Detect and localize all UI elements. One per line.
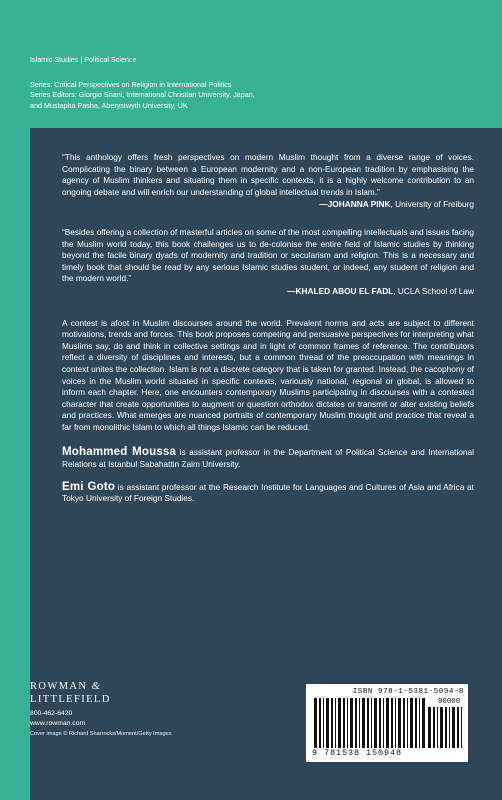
isbn-label: ISBN 978-1-5381-5094-8 [352,688,464,696]
series-editors-line: Series Editors: Giorgio Shani, International Christian University, Japan, [30,90,255,99]
isbn-barcode [306,684,468,762]
endorsement-2 [62,227,474,298]
endorser-name: —JOHANNA PINK [319,199,391,210]
publisher-website: www.rowman.com [30,720,86,727]
book-description [62,318,474,434]
barcode-addon-icon [428,707,464,748]
publisher-info [30,680,230,739]
barcode-digits: 9 781538 150948 [312,748,403,758]
author-name: Mohammed Moussa [62,446,177,459]
endorser-affiliation: , UCLA School of Law [393,285,474,296]
publisher-contact [30,709,230,729]
series-title: Series: Critical Perspectives on Religion in International Politics [30,79,232,89]
endorsement-attribution [62,286,474,298]
endorsement-1 [62,152,474,211]
endorsement-attribution [62,199,474,211]
publisher-logo: ROWMAN & LITTLEFIELD [30,680,111,705]
endorsement-text: “This anthology offers fresh perspectives on modern Muslim thought from a diverse range of voices. Complicating the binary between a European modernity and a non-European tradition by emphasising the agency of Muslim thinkers and situating them in specific contexts, it is a highly welcome contribution to an ongoing debate and will enrich our understanding of global intellectual trends in Islam.” [62,152,474,197]
barcode-main-icon [314,698,426,748]
publisher-phone: 800-462-6420 [30,710,73,717]
endorser-name: —KHALED ABOU EL FADL [287,285,394,296]
author-name: Emi Goto [62,480,116,493]
series-editors-line-2: and Mustapha Pasha, Aberystwyth University, UK [30,100,188,110]
author-bio-text: is assistant professor in the Department of Political Science and International Relations at Istanbul Sabahattin Zaim University. [62,447,474,470]
author-bio-2 [62,482,474,505]
description-text: A contest is afoot in Muslim discourses around the world. Prevalent norms and acts are subject to different motivations, trends and forces. This book proposes competing and persuasive perspectives for interpreting what Muslims say, do and think in collective settings and in light of common frames of reference. The contributors reflect a diversity of disciplines and interests, but a common thread of the preoccupation with meanings in context unites the collection. Islam is not a discrete category that is taken for granted. Instead, the cacophony of voices in the Muslim world situated in specific contexts, variously national, regional or global, is allowed to inform each chapter. Here, one encounters contemporary Muslims participating in discourses with a contested character that create opportunities to augment or question orthodox dictates or transmit or alter existing beliefs and practices. What emerges are nuanced portraits of contemporary Muslim thought and practice that reveal a far from monolithic Islam to which all things Islamic can be reduced. [62,317,474,432]
author-bio-1 [62,447,474,470]
author-bio-text: is assistant professor at the Research Institute for Languages and Cultures of Asia and Africa at Tokyo University of Foreign Studies. [62,481,474,504]
endorser-affiliation: , University of Freiburg [390,199,474,210]
price-code-label: 90000 [438,698,461,706]
series-info [30,55,470,111]
endorsement-text: “Besides offering a collection of masterful articles on some of the most compelling intellectuals and issues facing the Muslim world today, this book challenges us to de-colonise the entire field of Islamic studies by thinking beyond the facile binary dyads of modernity and tradition or secularism and religion. This is a necessary and timely book that should be read by any serious Islamic studies student, or indeed, any student of religion and the modern world.” [62,226,474,284]
subject-category: Islamic Studies | Political Science [30,55,137,64]
cover-image-credit: Cover image © Richard Sharrocks/Moment/Getty Images [30,731,172,737]
